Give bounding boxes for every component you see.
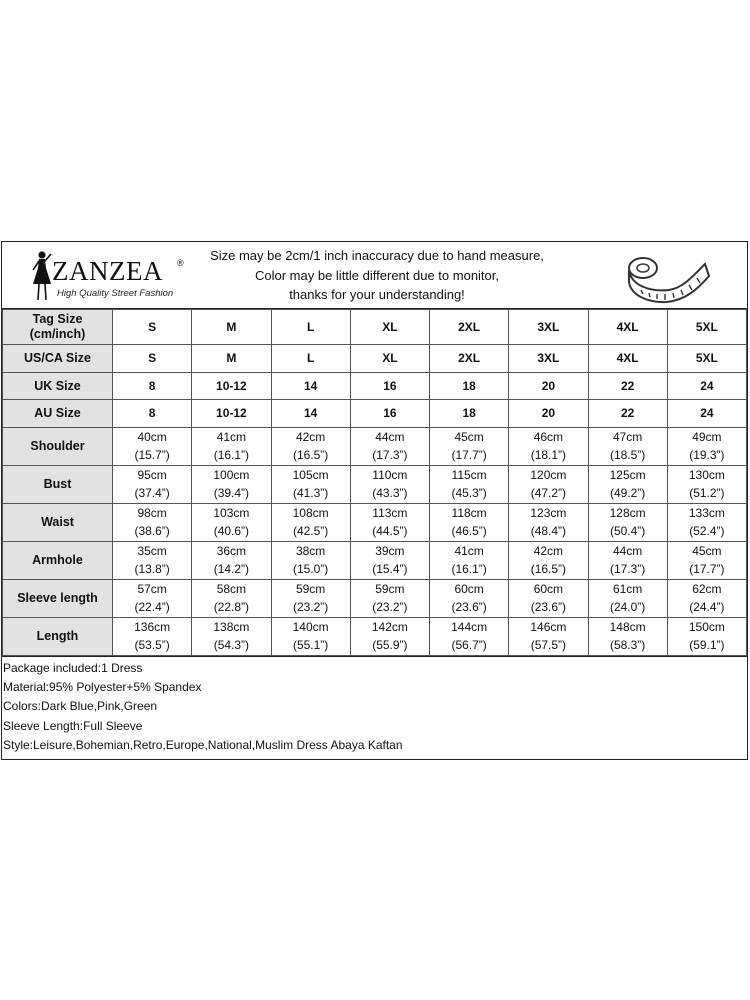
- cm-value: 128cm: [609, 506, 646, 520]
- measurement-cell: [430, 503, 509, 541]
- cm-value: 136cm: [134, 620, 171, 634]
- size-cell: S: [113, 345, 192, 373]
- measurement-cell: [271, 427, 350, 465]
- inch-value: (43.3”): [372, 486, 408, 500]
- measurement-cell: [588, 617, 667, 655]
- inch-value: (23.2”): [372, 600, 408, 614]
- cm-value: 41cm: [454, 544, 484, 558]
- size-chart: [1, 241, 748, 760]
- size-cell: L: [271, 345, 350, 373]
- inch-value: (22.4”): [134, 600, 170, 614]
- inch-value: (18.5”): [609, 448, 646, 462]
- inch-value: (14.2”): [213, 562, 250, 576]
- inch-value: (15.7”): [134, 448, 170, 462]
- size-cell: 4XL: [588, 310, 667, 345]
- inch-value: (13.8”): [134, 562, 170, 576]
- inch-value: (17.3”): [372, 448, 408, 462]
- cm-value: 100cm: [213, 468, 250, 482]
- measurement-cell: [271, 465, 350, 503]
- inch-value: (16.1”): [451, 562, 487, 576]
- measurement-cell: [588, 579, 667, 617]
- cm-value: 108cm: [292, 506, 329, 520]
- cm-value: 59cm: [375, 582, 405, 596]
- size-cell: 22: [588, 400, 667, 428]
- cm-value: 130cm: [688, 468, 725, 482]
- measurement-cell: [192, 427, 271, 465]
- inch-value: (37.4”): [134, 486, 170, 500]
- measurement-cell: [271, 541, 350, 579]
- cm-value: 115cm: [451, 468, 487, 482]
- measurement-cell: [667, 541, 746, 579]
- measurement-cell: [509, 465, 588, 503]
- cm-value: 144cm: [451, 620, 488, 634]
- inch-value: (49.2”): [609, 486, 646, 500]
- measurement-cell: [509, 579, 588, 617]
- measurement-cell: [509, 617, 588, 655]
- inch-value: (53.5”): [134, 638, 170, 652]
- inch-value: (24.0”): [609, 600, 646, 614]
- cm-value: 103cm: [213, 506, 250, 520]
- inch-value: (15.4”): [372, 562, 408, 576]
- cm-value: 35cm: [137, 544, 167, 558]
- cm-value: 62cm: [692, 582, 722, 596]
- size-cell: 5XL: [667, 310, 746, 345]
- measurement-cell: [192, 465, 271, 503]
- measurement-cell: [350, 541, 429, 579]
- tag-size-label-line: (cm/inch): [29, 327, 86, 341]
- measurement-row: [3, 503, 747, 541]
- measurement-row: [3, 427, 747, 465]
- inch-value: (16.5”): [530, 562, 567, 576]
- inch-value: (17.3”): [609, 562, 646, 576]
- package-line: Colors:Dark Blue,Pink,Green: [3, 699, 158, 714]
- inch-value: (38.6”): [134, 524, 170, 538]
- size-cell: 3XL: [509, 310, 588, 345]
- cm-value: 105cm: [292, 468, 329, 482]
- size-cell: 2XL: [430, 310, 509, 345]
- cm-value: 42cm: [295, 430, 326, 444]
- inch-value: (23.2”): [292, 600, 329, 614]
- cm-value: 148cm: [609, 620, 646, 634]
- size-row: [3, 345, 747, 373]
- cm-value: 98cm: [137, 506, 167, 520]
- size-cell: S: [113, 310, 192, 345]
- inch-value: (56.7”): [451, 638, 487, 652]
- size-row: [3, 372, 747, 400]
- inch-value: (22.8”): [213, 600, 250, 614]
- size-cell: 20: [509, 400, 588, 428]
- measurement-cell: [588, 541, 667, 579]
- measurement-cell: [271, 579, 350, 617]
- size-cell: 10-12: [192, 372, 271, 400]
- size-cell: L: [271, 310, 350, 345]
- cm-value: 118cm: [451, 506, 487, 520]
- inch-value: (46.5”): [451, 524, 487, 538]
- measurement-cell: [430, 617, 509, 655]
- woman-silhouette-icon: [30, 250, 54, 302]
- size-cell: 16: [350, 372, 429, 400]
- brand-name: ZANZEA: [52, 256, 163, 286]
- tag-size-label-line: Tag Size: [32, 312, 83, 326]
- size-row: [3, 310, 747, 345]
- row-label: UK Size: [3, 372, 113, 400]
- measurement-cell: [192, 503, 271, 541]
- cm-value: 57cm: [137, 582, 167, 596]
- cm-value: 45cm: [454, 430, 484, 444]
- measurement-cell: [113, 579, 192, 617]
- size-cell: 18: [430, 372, 509, 400]
- measurement-cell: [271, 503, 350, 541]
- size-row: [3, 400, 747, 428]
- size-table: [2, 309, 747, 656]
- measurement-cell: [350, 579, 429, 617]
- cm-value: 44cm: [612, 544, 643, 558]
- inch-value: (59.1”): [689, 638, 725, 652]
- inch-value: (55.1”): [292, 638, 329, 652]
- brand-tagline: High Quality Street Fashion: [57, 288, 174, 299]
- row-label: Sleeve length: [3, 579, 113, 617]
- measurement-cell: [113, 427, 192, 465]
- package-line: Package included:1 Dress: [3, 660, 143, 675]
- measurement-cell: [667, 427, 746, 465]
- size-cell: 5XL: [667, 345, 746, 373]
- notice-line: Color may be little different due to monitor,: [255, 267, 499, 283]
- cm-value: 150cm: [688, 620, 725, 634]
- size-cell: 18: [430, 400, 509, 428]
- measurement-cell: [509, 503, 588, 541]
- cm-value: 40cm: [137, 430, 167, 444]
- size-cell: 14: [271, 372, 350, 400]
- measurement-cell: [430, 541, 509, 579]
- row-label: Bust: [3, 465, 113, 503]
- measurement-cell: [430, 579, 509, 617]
- measurement-row: [3, 541, 747, 579]
- inch-value: (15.0”): [292, 562, 329, 576]
- cm-value: 113cm: [372, 506, 408, 520]
- size-cell: 22: [588, 372, 667, 400]
- measurement-cell: [509, 427, 588, 465]
- cm-value: 60cm: [454, 582, 484, 596]
- measuring-tape-icon: [621, 246, 711, 304]
- inch-value: (55.9”): [372, 638, 408, 652]
- cm-value: 38cm: [295, 544, 326, 558]
- inch-value: (45.3”): [451, 486, 487, 500]
- inch-value: (57.5”): [530, 638, 567, 652]
- row-label: Shoulder: [3, 427, 113, 465]
- measurement-cell: [667, 617, 746, 655]
- cm-value: 110cm: [372, 468, 408, 482]
- inch-value: (16.1”): [213, 448, 250, 462]
- cm-value: 133cm: [688, 506, 725, 520]
- cm-value: 123cm: [530, 506, 567, 520]
- measurement-cell: [588, 503, 667, 541]
- measurement-cell: [192, 541, 271, 579]
- size-cell: 2XL: [430, 345, 509, 373]
- cm-value: 59cm: [295, 582, 326, 596]
- cm-value: 42cm: [533, 544, 564, 558]
- cm-value: 120cm: [530, 468, 567, 482]
- notice-line: Size may be 2cm/1 inch inaccuracy due to hand measure,: [210, 248, 544, 263]
- size-cell: M: [192, 345, 271, 373]
- measurement-cell: [350, 465, 429, 503]
- size-cell: 8: [113, 372, 192, 400]
- inch-value: (16.5”): [292, 448, 329, 462]
- row-label: Length: [3, 617, 113, 655]
- package-info: [2, 656, 747, 759]
- size-cell: 14: [271, 400, 350, 428]
- measurement-cell: [588, 427, 667, 465]
- measurement-cell: [350, 617, 429, 655]
- measurement-cell: [113, 617, 192, 655]
- inch-value: (54.3”): [213, 638, 250, 652]
- cm-value: 41cm: [216, 430, 247, 444]
- size-cell: 24: [667, 372, 746, 400]
- cm-value: 146cm: [530, 620, 567, 634]
- inch-value: (40.6”): [213, 524, 250, 538]
- row-label: Armhole: [3, 541, 113, 579]
- package-line: Style:Leisure,Bohemian,Retro,Europe,National,Muslim Dress Abaya Kaftan: [3, 738, 403, 753]
- measurement-notice: [187, 246, 567, 305]
- inch-value: (19.3”): [689, 448, 725, 462]
- measurement-cell: [192, 617, 271, 655]
- measurement-cell: [192, 579, 271, 617]
- inch-value: (24.4”): [689, 600, 725, 614]
- size-cell: 20: [509, 372, 588, 400]
- measurement-cell: [430, 427, 509, 465]
- inch-value: (17.7”): [689, 562, 725, 576]
- size-cell: 10-12: [192, 400, 271, 428]
- cm-value: 140cm: [292, 620, 329, 634]
- measurement-cell: [113, 541, 192, 579]
- measurement-cell: [509, 541, 588, 579]
- measurement-cell: [350, 427, 429, 465]
- measurement-cell: [667, 465, 746, 503]
- size-cell: 8: [113, 400, 192, 428]
- inch-value: (42.5”): [292, 524, 329, 538]
- cm-value: 60cm: [533, 582, 564, 596]
- measurement-cell: [271, 617, 350, 655]
- cm-value: 95cm: [137, 468, 167, 482]
- measurement-cell: [113, 503, 192, 541]
- size-cell: XL: [350, 345, 429, 373]
- size-cell: 16: [350, 400, 429, 428]
- inch-value: (44.5”): [372, 524, 408, 538]
- cm-value: 36cm: [216, 544, 247, 558]
- measurement-cell: [113, 465, 192, 503]
- measurement-cell: [667, 503, 746, 541]
- measurement-cell: [350, 503, 429, 541]
- row-label: Waist: [3, 503, 113, 541]
- registered-mark: ®: [177, 258, 184, 268]
- notice-line: thanks for your understanding!: [289, 287, 465, 302]
- size-cell: 3XL: [509, 345, 588, 373]
- cm-value: 39cm: [375, 544, 405, 558]
- cm-value: 46cm: [533, 430, 564, 444]
- inch-value: (58.3”): [609, 638, 646, 652]
- cm-value: 138cm: [213, 620, 250, 634]
- inch-value: (23.6”): [530, 600, 567, 614]
- inch-value: (48.4”): [530, 524, 567, 538]
- cm-value: 58cm: [216, 582, 247, 596]
- measurement-cell: [588, 465, 667, 503]
- cm-value: 49cm: [692, 430, 722, 444]
- inch-value: (18.1”): [530, 448, 567, 462]
- inch-value: (23.6”): [451, 600, 487, 614]
- package-line: Sleeve Length:Full Sleeve: [3, 718, 143, 733]
- cm-value: 125cm: [609, 468, 646, 482]
- size-cell: XL: [350, 310, 429, 345]
- inch-value: (47.2”): [530, 486, 567, 500]
- tag-size-label: [30, 312, 86, 342]
- measurement-cell: [430, 465, 509, 503]
- cm-value: 45cm: [692, 544, 722, 558]
- inch-value: (50.4”): [609, 524, 646, 538]
- cm-value: 142cm: [371, 620, 408, 634]
- size-cell: 24: [667, 400, 746, 428]
- size-cell: M: [192, 310, 271, 345]
- cm-value: 61cm: [612, 582, 643, 596]
- inch-value: (39.4”): [213, 486, 250, 500]
- brand-logo: [26, 248, 196, 304]
- measurement-cell: [667, 579, 746, 617]
- chart-header: [2, 242, 747, 309]
- inch-value: (51.2”): [689, 486, 725, 500]
- measurement-row: [3, 579, 747, 617]
- measurement-row: [3, 465, 747, 503]
- row-label: AU Size: [3, 400, 113, 428]
- package-line: Material:95% Polyester+5% Spandex: [3, 679, 202, 694]
- inch-value: (41.3”): [292, 486, 329, 500]
- row-label: [3, 310, 113, 345]
- inch-value: (52.4”): [689, 524, 725, 538]
- row-label: US/CA Size: [3, 345, 113, 373]
- cm-value: 47cm: [612, 430, 643, 444]
- size-cell: 4XL: [588, 345, 667, 373]
- cm-value: 44cm: [375, 430, 405, 444]
- measurement-row: [3, 617, 747, 655]
- inch-value: (17.7”): [451, 448, 487, 462]
